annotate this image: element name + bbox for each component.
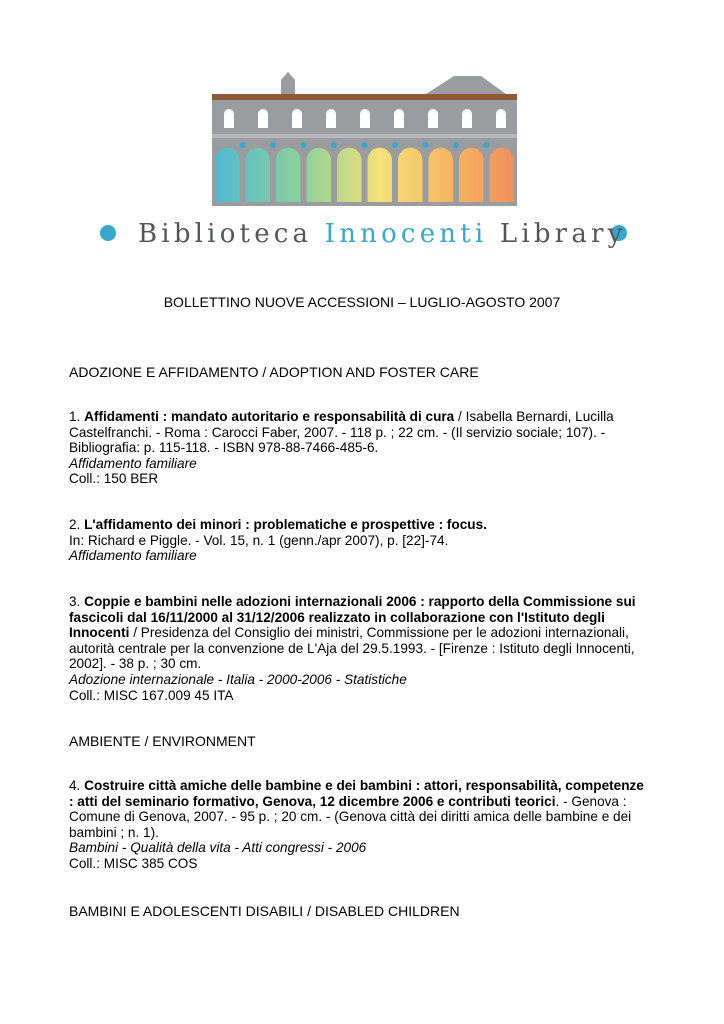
entry-description: / Isabella Bernardi, Lucilla Castelfranchi. - Roma : Carocci Faber, 2007. - 118 p. ; 22 cm. - (Il servizio sociale; 107). - Bibliografia: p. 115-118. - ISBN 978-88-7466-485-6. bbox=[69, 409, 614, 456]
entry-2 bbox=[69, 517, 649, 564]
entry-subject: Affidamento familiare bbox=[69, 548, 197, 564]
entry-collocation: Coll.: 150 BER bbox=[69, 471, 159, 487]
roundel-icon bbox=[453, 142, 459, 148]
entry-4 bbox=[69, 778, 649, 872]
entry-number: 4. bbox=[69, 778, 81, 793]
building-window bbox=[360, 109, 370, 128]
roundel-icon bbox=[392, 142, 398, 148]
roundel-icon bbox=[331, 142, 337, 148]
section-environment: AMBIENTE / ENVIRONMENT bbox=[69, 733, 256, 749]
entry-in: In: Richard e Piggle. - Vol. 15, n. 1 (genn./apr 2007), p. [22]-74. bbox=[69, 532, 449, 548]
building-window bbox=[292, 109, 302, 128]
entry-number: 1. bbox=[69, 409, 81, 424]
logo-name-part1: Biblioteca bbox=[138, 219, 313, 249]
roundel-icon bbox=[362, 142, 368, 148]
building-windows bbox=[224, 109, 506, 128]
entry-title: Coppie e bambini nelle adozioni internazionali 2006 : rapporto della Commissione sui fascicoli dal 16/11/2000 al 31/12/2006 realizzato in collaborazione con l'Istituto degli Innocenti bbox=[69, 594, 636, 641]
svg-text:Biblioteca Innocenti L bbox=[138, 219, 627, 249]
building-window bbox=[394, 109, 404, 128]
entry-number: 2. bbox=[69, 517, 81, 532]
entry-description: / Presidenza del Consiglio dei ministri, Commissione per le adozioni internazionali, autorità centrale per la convenzione de L'Aja del 29.5.1993. - [Firenze : Istituto degli Innocenti, 2002]. - 38 p. ; 30 cm. bbox=[69, 625, 635, 672]
section-disabled-children: BAMBINI E ADOLESCENTI DISABILI / DISABLED CHILDREN bbox=[69, 903, 460, 919]
building-window bbox=[496, 109, 506, 128]
roundel-icon bbox=[301, 142, 307, 148]
roundel-icon bbox=[423, 142, 429, 148]
entry-title: Affidamenti : mandato autoritario e responsabilità di cura bbox=[84, 409, 455, 424]
roundel-icon bbox=[270, 142, 276, 148]
section-adoption: ADOZIONE E AFFIDAMENTO / ADOPTION AND FOSTER CARE bbox=[69, 364, 479, 380]
library-logo bbox=[96, 70, 636, 255]
entry-description: . - Genova : Comune di Genova, 2007. - 95 p. ; 20 cm. - (Genova città dei diritti amica delle bambine e dei bambini ; n. 1). bbox=[69, 793, 632, 840]
entry-1 bbox=[69, 409, 649, 487]
entry-subject: Affidamento familiare bbox=[69, 455, 197, 471]
logo-name-part2: Innocenti bbox=[324, 219, 488, 249]
roundel-icon bbox=[484, 142, 490, 148]
building-window bbox=[462, 109, 472, 128]
entry-number: 3. bbox=[69, 594, 81, 609]
entry-collocation: Coll.: MISC 167.009 45 ITA bbox=[69, 687, 234, 703]
building-window bbox=[428, 109, 438, 128]
entry-title: L'affidamento dei minori : problematiche e prospettive : focus. bbox=[84, 517, 487, 532]
building-window bbox=[224, 109, 234, 128]
bulletin-heading: BOLLETTINO NUOVE ACCESSIONI – LUGLIO-AGOSTO 2007 bbox=[163, 294, 561, 310]
entry-subject: Bambini - Qualità della vita - Atti congressi - 2006 bbox=[69, 840, 367, 856]
roundel-icon bbox=[240, 142, 246, 148]
building-window bbox=[326, 109, 336, 128]
entry-collocation: Coll.: MISC 385 COS bbox=[69, 855, 198, 871]
logo-name-part3: Library bbox=[499, 219, 627, 249]
entry-3 bbox=[69, 594, 649, 703]
entry-title: Costruire città amiche delle bambine e dei bambini : attori, responsabilità, competenze : atti del seminario formativo, Genova, 12 dicembre 2006 e contributi teorici bbox=[69, 778, 644, 809]
entry-subject: Adozione internazionale - Italia - 2000-2006 - Statistiche bbox=[69, 671, 407, 687]
left-dot-icon bbox=[100, 225, 116, 241]
building-window bbox=[258, 109, 268, 128]
